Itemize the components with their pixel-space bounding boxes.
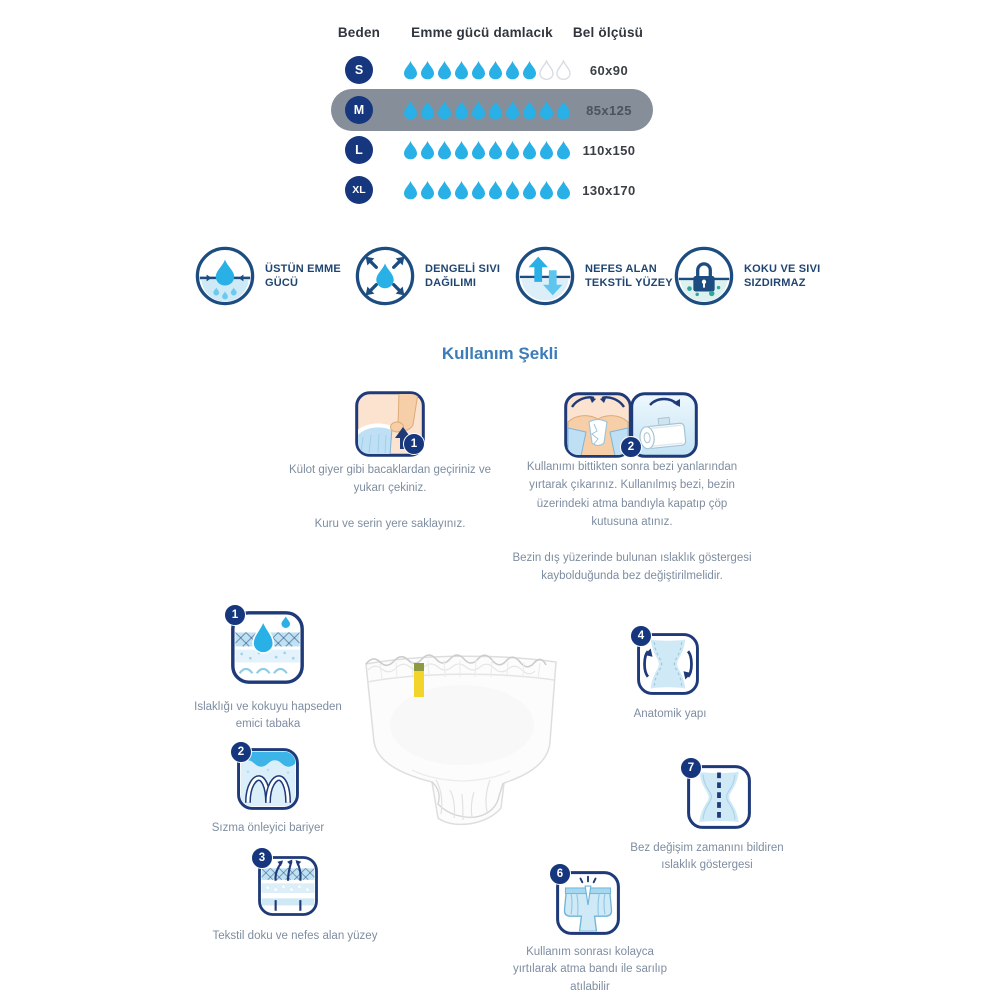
easy-disposal-icon [556, 870, 620, 936]
feature-leakproof [673, 245, 833, 307]
textile-surface-icon [258, 854, 318, 918]
droplet-icon [403, 180, 418, 200]
absorption-icon [194, 245, 256, 307]
droplet-icon [420, 180, 435, 200]
droplet-icon [403, 100, 418, 120]
droplet-rating [403, 60, 571, 80]
droplet-icon [454, 140, 469, 160]
size-row-l[interactable] [330, 130, 660, 170]
callout-label: Tekstil doku ve nefes alan yüzey [212, 930, 378, 942]
droplet-icon [522, 60, 537, 80]
droplet-icon [522, 140, 537, 160]
wetness-indicator-icon [687, 764, 751, 830]
callout-label: Islaklığı ve kokuyu hapseden emici tabaka [194, 701, 342, 731]
breathable-icon [514, 245, 576, 307]
size-badge-s: S [345, 56, 373, 84]
droplet-icon [522, 100, 537, 120]
leakproof-icon [673, 245, 735, 307]
droplet-icon [471, 180, 486, 200]
droplet-icon [488, 180, 503, 200]
feature-label: NEFES ALAN TEKSTİL YÜZEY [585, 262, 673, 289]
feature-absorption [194, 245, 344, 307]
droplet-icon [539, 60, 554, 80]
step-number-badge: 1 [403, 433, 425, 455]
waist-size-value: 110x150 [582, 143, 636, 158]
product-image [352, 630, 572, 838]
droplet-icon [522, 180, 537, 200]
waist-size-value: 60x90 [589, 63, 629, 78]
step-number-badge: 2 [620, 436, 642, 458]
column-header-waist: Bel ölçüsü [572, 25, 644, 40]
callout-label: Kullanım sonrası kolayca yırtılarak atma bandı ile sarılıp atılabilir [512, 946, 668, 993]
size-row-xl[interactable] [330, 170, 660, 210]
droplet-icon [454, 180, 469, 200]
droplet-rating [403, 180, 571, 200]
size-row-s[interactable] [330, 50, 660, 90]
droplet-icon [539, 100, 554, 120]
size-badge-l: L [345, 136, 373, 164]
callout-label: Bez değişim zamanını bildiren ıslaklık göstergesi [630, 842, 784, 872]
droplet-icon [539, 180, 554, 200]
droplet-icon [471, 100, 486, 120]
droplet-icon [420, 100, 435, 120]
size-row-m[interactable] [330, 90, 660, 130]
callout-number-badge: 7 [680, 757, 702, 779]
column-header-size: Beden [337, 25, 381, 40]
callout-number-badge: 4 [630, 625, 652, 647]
step2-paragraph-2: Bezin dış yüzerinde bulunan ıslaklık göstergesi kaybolduğunda bez değiştirilmelidir. [512, 551, 752, 582]
step1-paragraph-1: Külot giyer gibi bacaklardan geçiriniz ve yukarı çekiniz. [289, 464, 491, 495]
droplet-icon [403, 60, 418, 80]
distribution-icon [354, 245, 416, 307]
droplet-icon [488, 140, 503, 160]
waist-size-value: 130x170 [582, 183, 636, 198]
callout-number-badge: 1 [224, 604, 246, 626]
callout-number-badge: 2 [230, 741, 252, 763]
droplet-icon [437, 140, 452, 160]
anatomic-shape-icon [637, 632, 699, 696]
callout-number-badge: 3 [251, 847, 273, 869]
droplet-icon [505, 140, 520, 160]
droplet-icon [471, 60, 486, 80]
droplet-icon [420, 140, 435, 160]
leak-barrier-icon [237, 748, 299, 810]
droplet-icon [539, 140, 554, 160]
feature-distribution [354, 245, 514, 307]
droplet-icon [488, 60, 503, 80]
step2-paragraph-1: Kullanımı bittikten sonra bezi yanlarından yırtarak çıkarınız. Kullanılmış bezi, bezin üzerindeki atma bandıyla kapatıp çöp kutusuna atınız. [526, 461, 738, 529]
droplet-icon [505, 60, 520, 80]
size-badge-xl: XL [345, 176, 373, 204]
step1-instructions [280, 461, 500, 550]
droplet-icon [437, 180, 452, 200]
droplet-icon [437, 100, 452, 120]
callout-label: Anatomik yapı [633, 708, 707, 720]
droplet-rating [403, 100, 571, 120]
droplet-icon [454, 60, 469, 80]
feature-label: KOKU VE SIVI SIZDIRMAZ [744, 262, 821, 289]
callout-number-badge: 6 [549, 863, 571, 885]
droplet-icon [454, 100, 469, 120]
feature-label: DENGELİ SIVI DAĞILIMI [425, 262, 501, 289]
absorbent-layer-icon [231, 611, 304, 684]
size-badge-m: M [345, 96, 373, 124]
droplet-icon [403, 140, 418, 160]
droplet-rating [403, 140, 571, 160]
usage-section-title: Kullanım Şekli [441, 344, 559, 363]
droplet-icon [471, 140, 486, 160]
droplet-icon [488, 100, 503, 120]
callout-label: Sızma önleyici bariyer [211, 822, 325, 834]
droplet-icon [420, 60, 435, 80]
column-header-absorbency: Emme gücü damlacık [411, 25, 553, 40]
step2-illustration [564, 392, 698, 458]
step1-paragraph-2: Kuru ve serin yere saklayınız. [314, 517, 466, 530]
waist-size-value: 85x125 [586, 103, 632, 118]
feature-breathable [514, 245, 679, 307]
droplet-icon [505, 180, 520, 200]
droplet-icon [505, 100, 520, 120]
step2-instructions [512, 458, 752, 602]
droplet-icon [437, 60, 452, 80]
feature-label: ÜSTÜN EMME GÜCÜ [265, 262, 341, 289]
step1-illustration [355, 391, 425, 457]
